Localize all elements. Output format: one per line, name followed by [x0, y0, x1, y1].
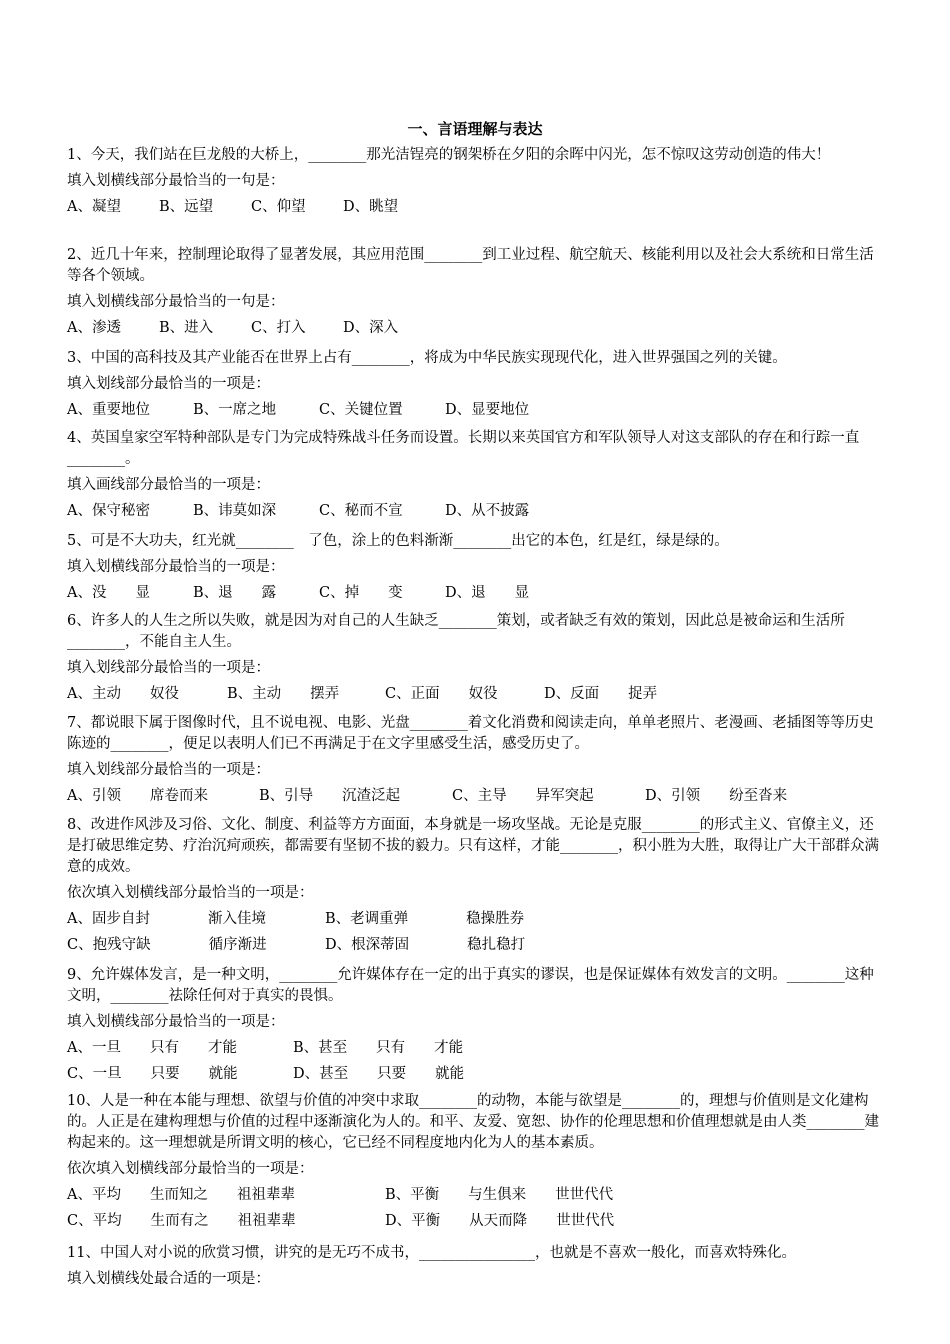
option-d: D、甚至 只要 就能 — [293, 1066, 465, 1082]
option-c: C、打入 — [251, 320, 306, 336]
question-stem: 8、改进作风涉及习俗、文化、制度、利益等方方面面，本身就是一场攻坚战。无论是克服________的形式主义、官僚主义，还是打破思维定势、疗治沉疴顽疾，都需要有坚韧不拔的毅力。只有这样，才能________，积小胜为大胜，取得让广大干部群众满意的成效。 — [67, 817, 879, 875]
option-a: A、重要地位 — [67, 402, 150, 418]
options — [67, 197, 887, 223]
option-c: C、平均 生而有之 祖祖辈辈 — [67, 1213, 296, 1229]
question-7 — [67, 713, 887, 812]
options — [67, 684, 887, 710]
option-d: D、根深蒂固 稳扎稳打 — [325, 937, 526, 953]
option-d: D、深入 — [343, 320, 399, 336]
options — [67, 909, 887, 961]
option-c: C、抱残守缺 循序渐进 — [67, 937, 267, 953]
option-a: A、没 显 — [67, 585, 150, 601]
option-d: D、退 显 — [445, 585, 530, 601]
options — [67, 1038, 887, 1090]
option-d: D、引领 纷至沓来 — [645, 788, 788, 804]
question-stem: 6、许多人的人生之所以失败，就是因为对自己的人生缺乏________策划，或者缺乏有效的策划，因此总是被命运和生活所________，不能自主人生。 — [67, 613, 845, 650]
option-b: B、主动 摆弄 — [227, 686, 340, 702]
option-c: C、秘而不宣 — [319, 503, 403, 519]
question-stem: 9、允许媒体发言，是一种文明，________允许媒体存在一定的出于真实的谬误，也是保证媒体有效发言的文明。________这种文明，________祛除任何对于真实的畏惧。 — [67, 967, 874, 1004]
options — [67, 501, 887, 527]
option-b: B、引导 沉渣泛起 — [259, 788, 401, 804]
option-a: A、固步自封 渐入佳境 — [67, 911, 266, 927]
option-c: C、正面 奴役 — [385, 686, 498, 702]
option-a: A、保守秘密 — [67, 503, 150, 519]
option-b: B、甚至 只有 才能 — [293, 1040, 464, 1056]
option-d: D、从不披露 — [445, 503, 530, 519]
question-stem: 1、今天，我们站在巨龙般的大桥上，________那光洁锃亮的钢架桥在夕阳的余晖中闪光，怎不惊叹这劳动创造的伟大！ — [67, 147, 831, 163]
question-instruction: 依次填入划横线部分最恰当的一项是： — [67, 1161, 314, 1177]
question-9 — [67, 965, 887, 1090]
option-d: D、显要地位 — [445, 402, 530, 418]
question-stem: 11、中国人对小说的欣赏习惯，讲究的是无巧不成书，________________，也就是不喜欢一般化，而喜欢特殊化。 — [67, 1245, 796, 1261]
options — [67, 1185, 887, 1237]
option-c: C、关键位置 — [319, 402, 403, 418]
option-d: D、平衡 从天而降 世世代代 — [385, 1213, 615, 1229]
question-11 — [67, 1243, 887, 1290]
question-instruction: 填入划横线部分最恰当的一句是： — [67, 294, 285, 310]
question-6 — [67, 611, 887, 710]
option-b: B、讳莫如深 — [193, 503, 277, 519]
options — [67, 318, 887, 344]
question-instruction: 填入划横线部分最恰当的一项是： — [67, 559, 285, 575]
options — [67, 400, 887, 426]
question-5 — [67, 531, 887, 609]
question-instruction: 填入画线部分最恰当的一项是： — [67, 477, 270, 493]
option-a: A、凝望 — [67, 199, 121, 215]
options — [67, 786, 887, 812]
options — [67, 583, 887, 609]
option-b: B、远望 — [159, 199, 214, 215]
question-instruction: 填入划横线部分最恰当的一项是： — [67, 1014, 285, 1030]
option-a: A、一旦 只有 才能 — [67, 1040, 237, 1056]
question-instruction: 填入划线部分最恰当的一项是： — [67, 660, 270, 676]
question-instruction: 填入划线部分最恰当的一项是： — [67, 376, 270, 392]
question-instruction: 填入划横线部分最恰当的一句是： — [67, 173, 285, 189]
option-d: D、眺望 — [343, 199, 399, 215]
section-title: 一、言语理解与表达 — [407, 120, 543, 138]
option-c: C、掉 变 — [319, 585, 403, 601]
question-3 — [67, 348, 887, 426]
question-8 — [67, 815, 887, 961]
question-instruction: 依次填入划横线部分最恰当的一项是： — [67, 885, 314, 901]
option-a: A、渗透 — [67, 320, 121, 336]
question-instruction: 填入划线部分最恰当的一项是： — [67, 762, 270, 778]
question-instruction: 填入划横线处最合适的一项是： — [67, 1271, 270, 1287]
question-2 — [67, 245, 887, 344]
option-b: B、进入 — [159, 320, 214, 336]
question-stem: 10、人是一种在本能与理想、欲望与价值的冲突中求取________的动物，本能与欲望是________的，理想与价值则是文化建构的。人正是在建构理想与价值的过程中逐渐演化为人的。和平、友爱、宽恕、协作的伦理思想和价值理想就是由人类________建构起来的。这一理想就是所谓文明的核心，它已经不同程度地内化为人的基本素质。 — [67, 1093, 879, 1151]
option-b: B、老调重弹 稳操胜券 — [325, 911, 525, 927]
option-b: B、退 露 — [193, 585, 277, 601]
option-d: D、反面 捉弄 — [544, 686, 658, 702]
option-c: C、一旦 只要 就能 — [67, 1066, 238, 1082]
question-stem: 2、近几十年来，控制理论取得了显著发展，其应用范围________到工业过程、航空航天、核能利用以及社会大系统和日常生活等各个领域。 — [67, 247, 874, 284]
option-a: A、平均 生而知之 祖祖辈辈 — [67, 1187, 295, 1203]
option-a: A、引领 席卷而来 — [67, 788, 208, 804]
option-b: B、平衡 与生俱来 世世代代 — [385, 1187, 614, 1203]
question-10 — [67, 1091, 887, 1237]
question-stem: 5、可是不大功夫，红光就________ 了色，涂上的色料渐渐________出它的本色，红是红，绿是绿的。 — [67, 533, 729, 549]
option-c: C、仰望 — [251, 199, 306, 215]
question-1 — [67, 145, 887, 223]
question-4 — [67, 428, 887, 527]
option-b: B、一席之地 — [193, 402, 277, 418]
option-c: C、主导 异军突起 — [452, 788, 594, 804]
question-stem: 3、中国的高科技及其产业能否在世界上占有________，将成为中华民族实现现代化，进入世界强国之列的关键。 — [67, 350, 787, 366]
question-stem: 4、英国皇家空军特种部队是专门为完成特殊战斗任务而设置。长期以来英国官方和军队领导人对这支部队的存在和行踪一直________。 — [67, 430, 860, 467]
question-stem: 7、都说眼下属于图像时代，且不说电视、电影、光盘________着文化消费和阅读走向，单单老照片、老漫画、老插图等等历史陈迹的________，便足以表明人们已不再满足于在文字里感受生活，感受历史了。 — [67, 715, 874, 752]
option-a: A、主动 奴役 — [67, 686, 179, 702]
